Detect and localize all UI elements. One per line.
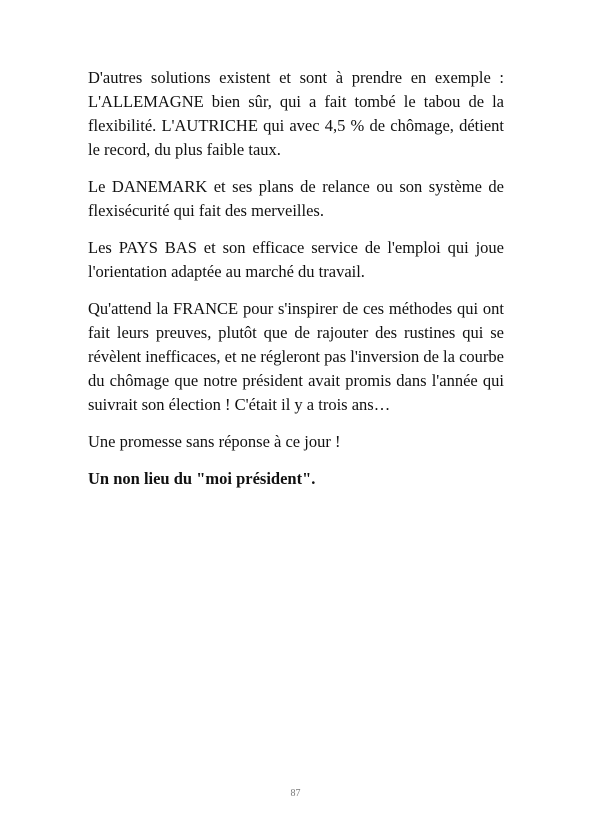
closing-statement: Un non lieu du "moi président".: [88, 469, 316, 488]
page-body: [88, 66, 504, 504]
paragraph-denmark: Le DANEMARK et ses plans de relance ou son système de flexisécurité qui fait des merveilles.: [88, 177, 504, 220]
paragraph-netherlands: Les PAYS BAS et son efficace service de l'emploi qui joue l'orientation adaptée au marché du travail.: [88, 238, 504, 281]
paragraph-france: Qu'attend la FRANCE pour s'inspirer de ces méthodes qui ont fait leurs preuves, plutôt que de rajouter des rustines qui se révèlent inefficaces, et ne régleront pas l'inversion de la courbe du chômage que notre président avait promis dans l'année qui suivrait son élection ! C'était il y a trois ans…: [88, 299, 504, 414]
paragraph-promise: Une promesse sans réponse à ce jour !: [88, 432, 341, 451]
paragraph-other-solutions: D'autres solutions existent et sont à prendre en exemple : L'ALLEMAGNE bien sûr, qui a fait tombé le tabou de la flexibilité. L'AUTRICHE qui avec 4,5 % de chômage, détient le record, du plus faible taux.: [88, 68, 504, 159]
page-number: 87: [290, 788, 301, 799]
